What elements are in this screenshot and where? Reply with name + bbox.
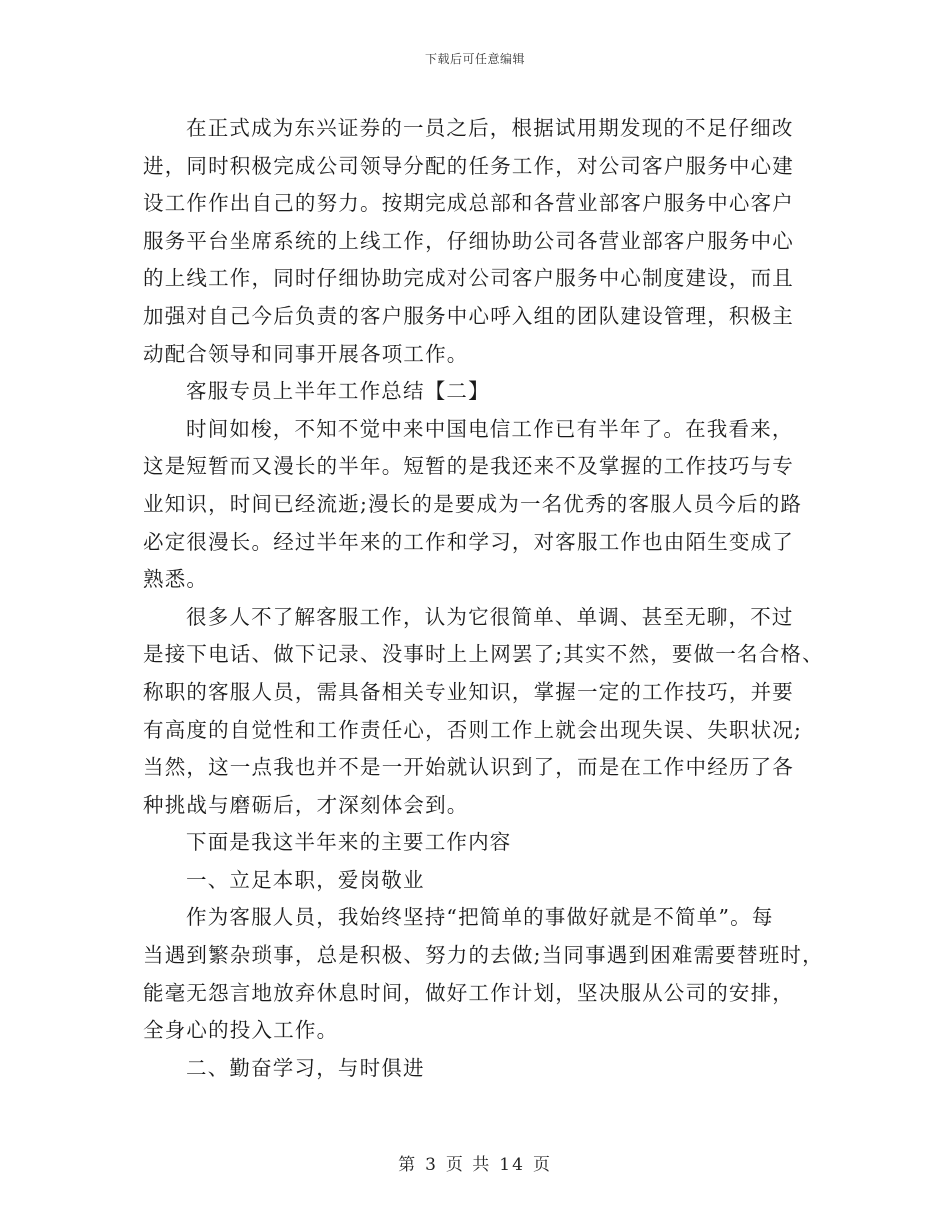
paragraph-line: 下面是我这半年来的主要工作内容 bbox=[186, 830, 512, 855]
paragraph-line: 有高度的自觉性和工作责任心，否则工作上就会出现失误、失职状况; bbox=[143, 717, 803, 742]
footer-page-number: 3 bbox=[425, 1155, 438, 1175]
subheading-1 bbox=[143, 862, 823, 900]
subheading-2 bbox=[143, 1050, 823, 1088]
subheading-text: 二、勤奋学习，与时俱进 bbox=[186, 1055, 425, 1080]
paragraph-line: 当遇到繁杂琐事，总是积极、努力的去做;当同事遇到困难需要替班时， bbox=[143, 943, 824, 968]
paragraph-line: 当然，这一点我也并不是一开始就认识到了，而是在工作中经历了各 bbox=[143, 755, 794, 780]
paragraph-line: 在正式成为东兴证券的一员之后，根据试用期发现的不足仔细改 bbox=[186, 116, 794, 140]
paragraph-line: 熟悉。 bbox=[143, 567, 209, 592]
paragraph-2 bbox=[143, 411, 823, 599]
paragraph-3 bbox=[143, 599, 823, 825]
paragraph-line: 能毫无怨言地放弃休息时间，做好工作计划，坚决服从公司的安排， bbox=[143, 980, 794, 1005]
paragraph-line: 全身心的投入工作。 bbox=[143, 1018, 339, 1043]
footer-prefix: 第 bbox=[398, 1155, 418, 1175]
section-heading bbox=[143, 373, 823, 411]
subheading-text: 一、立足本职，爱岗敬业 bbox=[186, 867, 425, 892]
document-body bbox=[143, 110, 823, 1087]
paragraph-line: 种挑战与磨砺后，才深刻体会到。 bbox=[143, 792, 469, 817]
footer-suffix: 页 bbox=[532, 1155, 552, 1175]
page-footer bbox=[0, 1150, 950, 1175]
paragraph-line: 进，同时积极完成公司领导分配的任务工作，对公司客户服务中心建 bbox=[143, 153, 794, 178]
footer-middle: 页 共 bbox=[445, 1155, 492, 1175]
paragraph-line: 业知识，时间已经流逝;漫长的是要成为一名优秀的客服人员今后的路 bbox=[143, 491, 803, 516]
paragraph-line: 时间如梭，不知不觉中来中国电信工作已有半年了。在我看来， bbox=[186, 416, 794, 441]
paragraph-line: 很多人不了解客服工作，认为它很简单、单调、甚至无聊，不过 bbox=[186, 604, 794, 629]
paragraph-1 bbox=[143, 110, 823, 373]
paragraph-5 bbox=[143, 899, 823, 1049]
paragraph-line: 这是短暂而又漫长的半年。短暂的是我还来不及掌握的工作技巧与专 bbox=[143, 454, 794, 479]
paragraph-line: 的上线工作，同时仔细协助完成对公司客户服务中心制度建设，而且 bbox=[143, 266, 794, 291]
footer-total-pages: 14 bbox=[499, 1155, 525, 1175]
paragraph-line: 加强对自己今后负责的客户服务中心呼入组的团队建设管理，积极主 bbox=[143, 303, 794, 328]
paragraph-line: 服务平台坐席系统的上线工作，仔细协助公司各营业部客户服务中心 bbox=[143, 228, 794, 253]
page-header: 下载后可任意编辑 bbox=[424, 52, 525, 66]
paragraph-line: 必定很漫长。经过半年来的工作和学习，对客服工作也由陌生变成了 bbox=[143, 529, 794, 554]
paragraph-4 bbox=[143, 824, 823, 862]
paragraph-line: 设工作作出自己的努力。按期完成总部和各营业部客户服务中心客户 bbox=[143, 191, 794, 216]
paragraph-line: 动配合领导和同事开展各项工作。 bbox=[143, 341, 469, 366]
paragraph-line: 称职的客服人员，需具备相关专业知识，掌握一定的工作技巧，并要 bbox=[143, 679, 794, 704]
paragraph-line: 作为客服人员，我始终坚持“把简单的事做好就是不简单”。每 bbox=[186, 905, 774, 930]
section-title: 客服专员上半年工作总结【二】 bbox=[186, 379, 490, 404]
paragraph-line: 是接下电话、做下记录、没事时上上网罢了;其实不然，要做一名合格、 bbox=[143, 642, 824, 667]
